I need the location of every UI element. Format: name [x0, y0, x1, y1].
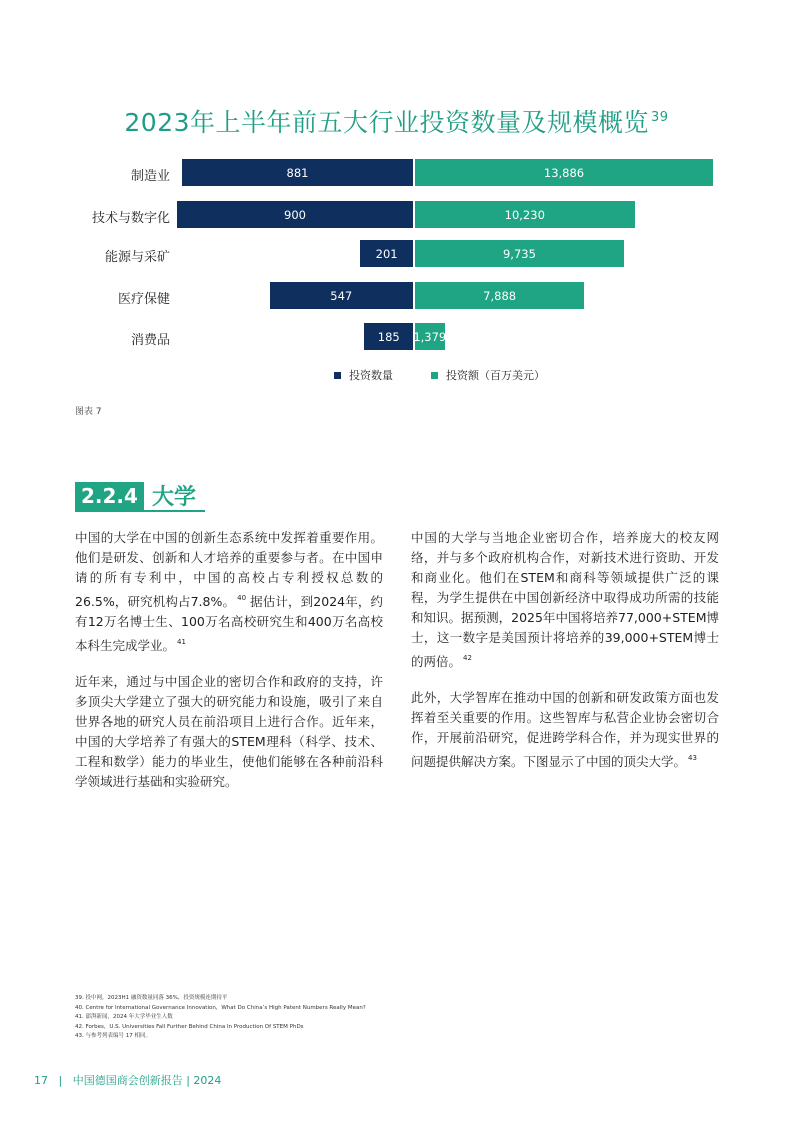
category-label: 制造业: [130, 169, 170, 184]
footnote-39: 39. 投中网，2023H1 融资数量同落 36%，投资规模连期持平: [75, 995, 228, 1001]
footer-year: 2024: [193, 1074, 222, 1087]
legend-swatch-amount: [431, 372, 438, 379]
category-label: 能源与采矿: [104, 250, 170, 265]
bar-amount: [415, 240, 624, 267]
page-number: 17: [34, 1074, 48, 1087]
footnote-40: 40. Centre for International Governance Innovation，What Do China’s High Patent Numbers Really Mean?: [75, 1004, 366, 1011]
bar-amount: [415, 201, 635, 228]
page-footer: [34, 1072, 221, 1088]
legend-swatch-count: [334, 372, 341, 379]
bar-count: [177, 201, 413, 228]
bar-amount-label: 10,230: [504, 207, 545, 222]
bar-count-label: 201: [375, 246, 398, 261]
bar-amount: [415, 159, 713, 186]
bar-amount-label: 9,735: [502, 246, 536, 261]
bar-amount-label: 7,888: [483, 288, 517, 303]
bar-count-label: 900: [284, 207, 306, 222]
legend-item-amount: [431, 367, 545, 383]
footnote-43: 43. 与参考列表编号 17 相同。: [75, 1033, 151, 1039]
chart-legend: [334, 367, 545, 383]
bar-count: [270, 282, 413, 309]
butterfly-bar-chart: [0, 0, 793, 400]
left-paragraph-2: 近年来，通过与中国企业的密切合作和政府的支持，许多顶尖大学建立了强大的研究能力和设施，吸引了来自世界各地的研究人员在前沿项目上进行合作。近年来，中国的大学培养了有强大的STEM理科（科学、技术、工程和数学）能力的毕业生，使他们能够在各种前沿科学领域进行基础和实验研究。: [75, 674, 383, 789]
chart-title: 2023年上半年前五大行业投资数量及规模概览 $^{39}$: [124, 108, 669, 137]
footnote-42: 42. Forbes，U.S. Universities Fall Further Behind China In Production Of STEM PhDs: [75, 1023, 304, 1030]
legend-label-count: 投资数量: [349, 369, 393, 382]
left-column: [75, 528, 383, 808]
category-label: 消费品: [130, 333, 170, 348]
bar-count-label: 185: [377, 329, 400, 344]
left-paragraph-1: 中国的大学在中国的创新生态系统中发挥着重要作用。他们是研发、创新和人才培养的重要参与者。在中国申请的所有专利中，中国的高校占专利授权总数的26.5%，研究机构占7.8%。 $^{40}$ 据估计，到2024年，约有12万名博士生、100万名高校研究生和400万名高校本科生完成学业。 $^{41}$: [75, 530, 383, 653]
section-number: 2.2.4: [75, 482, 144, 510]
category-label: 医疗保健: [117, 292, 170, 307]
bar-count: [364, 323, 413, 350]
bar-count: [360, 240, 413, 267]
footer-separator: |: [51, 1074, 70, 1087]
category-label: 技术与数字化: [91, 211, 170, 226]
bar-count-label: 547: [330, 288, 353, 303]
right-paragraph-1: 中国的大学与当地企业密切合作，培养庞大的校友网络，并与多个政府机构合作，对新技术进行资助、开发和商业化。他们在STEM和商科等领域提供广泛的课程，为学生提供在中国创新经济中取得成功所需的技能和知识。据预测，2025年中国将培养77,000+STEM博士，这一数字是美国预计将培养的39,000+STEM博士的两倍。 $^{42}$: [411, 530, 719, 669]
bar-count: [182, 159, 413, 186]
legend-label-amount: 投资额（百万美元）: [446, 369, 545, 382]
figure-label: 图表 7: [75, 407, 102, 417]
footnotes: [75, 994, 366, 1042]
footnote-41: 41. 澎湃新闻，2024 年大学毕业生人数: [75, 1014, 173, 1020]
right-paragraph-2: 此外，大学智库在推动中国的创新和研发政策方面也发挥着至关重要的作用。这些智库与私营企业协会密切合作，开展前沿研究，促进跨学科合作，并为现实世界的问题提供解决方案。下图显示了中国的顶尖大学。 $^{43}$: [411, 690, 719, 769]
bar-amount: [415, 323, 445, 350]
bar-amount-label: 13,886: [543, 165, 585, 180]
section-title: 大学: [151, 485, 196, 510]
section-rule: [75, 510, 205, 512]
bar-amount: [415, 282, 584, 309]
section-heading: [75, 480, 196, 511]
bar-amount-label: 1,379: [413, 329, 447, 344]
footer-separator-2: |: [186, 1074, 194, 1087]
bar-count-label: 881: [286, 165, 309, 180]
footer-title: 中国德国商会创新报告: [72, 1074, 183, 1087]
chart-title-ref: 39: [651, 110, 669, 125]
legend-item-count: [334, 367, 393, 383]
right-column: [411, 528, 719, 788]
